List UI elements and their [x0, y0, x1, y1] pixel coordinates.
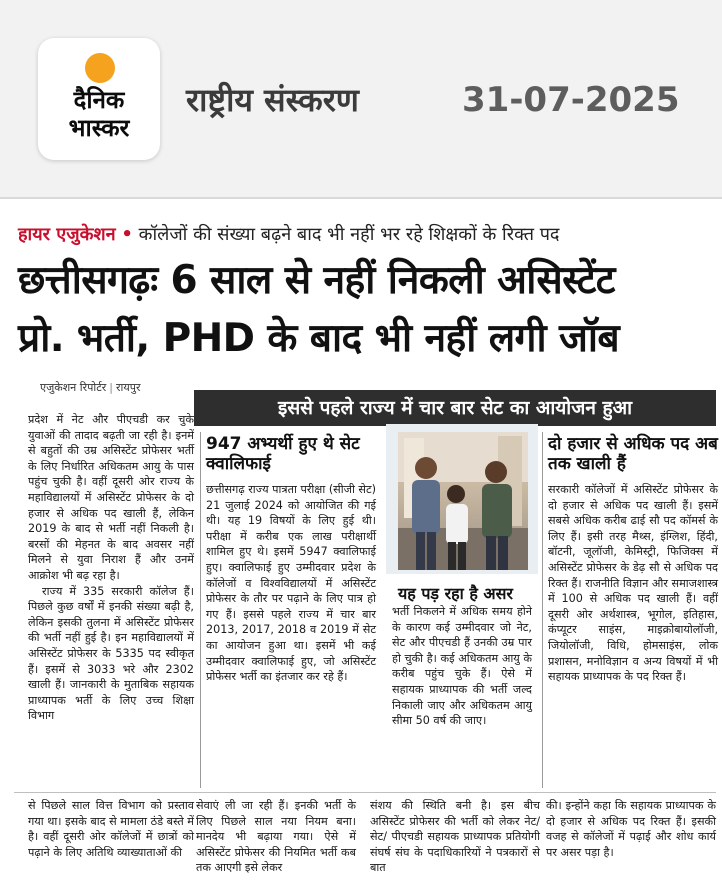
edition-date: 31-07-2025: [462, 80, 680, 120]
headline-line1: छत्तीसगढ़ः 6 साल से नहीं निकली असिस्टेंट: [18, 258, 615, 303]
bottom-column-3: संशय की स्थिति बनी है। इस बीच असिस्टेंट प्रोफेसर की भर्ती को लेकर नेट/सेट/ पीएचडी सहायक प्राध्यापक प्रतियोगी संघर्ष संघ के पदाधिकारियों ने पत्रकारों से बात: [370, 799, 540, 875]
bottom-divider: [14, 792, 716, 793]
kicker-bullet: •: [121, 224, 133, 245]
newspaper-clipping: [14, 210, 716, 891]
section-banner: इससे पहले राज्य में चार बार सेट का आयोजन हुआ: [194, 390, 716, 426]
bottom-column-1: से पिछले साल वित्त विभाग को प्रस्ताव गया था। इसके बाद से मामला ठंडे बस्ते में है। वहीं दूसरी ओर कॉलेजों में छात्रों को पढ़ाने के लिए अतिथि व्याख्याताओं की: [28, 799, 194, 859]
logo-sun-icon: [85, 53, 115, 83]
bottom-column-4: की। इन्होंने कहा कि सहायक प्राध्यापक के दो हजार से अधिक पद रिक्त हैं। इसकी वजह से कॉलेजों में पढ़ाई और शोध कार्य पर असर पड़ा है।: [546, 799, 716, 859]
col3-body: भर्ती निकलने में अधिक समय होने के कारण कई उम्मीदवार जो नेट, सेट और पीएचडी हैं उनकी उम्र पार हो चुकी है। कई अधिकतम आयु के करीब पहुंच चुके हैं। ऐसे में सहायक प्राध्यापक की भर्ती जल्द निकाली जाए और अधिकतम आयु सीमा 50 वर्ष की जाए।: [392, 605, 532, 728]
col2-subheading: 947 अभ्यर्थी हुए थे सेट क्वालिफाई: [206, 434, 360, 474]
header-band: [0, 0, 722, 198]
students-illustration: [398, 432, 528, 570]
col4-subheading: दो हजार से अधिक पद अब तक खाली हैं: [548, 434, 718, 474]
column-divider: [200, 432, 201, 788]
byline-place: रायपुर: [115, 381, 141, 394]
logo-line1: दैनिक: [73, 86, 125, 114]
kicker-text: कॉलेजों की संख्या बढ़ने बाद भी नहीं भर रहे शिक्षकों के रिक्त पद: [138, 224, 560, 245]
logo-line2: भास्कर: [68, 114, 130, 142]
headline-line2: प्रो. भर्ती, PHD के बाद भी नहीं लगी जॉब: [18, 316, 620, 361]
col4-body: सरकारी कॉलेजों में असिस्टेंट प्रोफेसर के दो हजार से अधिक पद खाली हैं। इसमें सबसे अधिक करीब ढाई सौ पद कॉमर्स के लिए हैं। इसी तरह मैथ्स, इंग्लिश, हिंदी, बॉटनी, जूलॉजी, केमिस्ट्री, फिजिक्स में असिस्टेंट प्रोफेसर के डेढ़ सौ से अधिक पद रिक्त हैं। राजनीति विज्ञान और समाजशास्त्र में 100 से अधिक पद खाली हैं। वहीं दूसरी ओर अर्थशास्त्र, भूगोल, इतिहास, कंप्यूटर साइंस, माइक्रोबायोलॉजी, जियोलॉजी, विधि, होमसाइंस, लोक प्रशासन, मनोविज्ञान व अन्य विषयों में भी सहायक प्राध्यापक के पद रिक्त हैं।: [548, 483, 718, 684]
col3-subheading: यह पड़ रहा है असर: [398, 584, 513, 603]
column-divider: [542, 432, 543, 788]
col1-paragraph-2: राज्य में 335 सरकारी कॉलेज हैं। पिछले कुछ वर्षों में इनकी संख्या बढ़ी है, लेकिन इसकी तुलना में असिस्टेंट प्रोफेसर की भर्ती नहीं हुई है। इन महाविद्यालयों में असिस्टेंट प्रोफेसर के 5335 पद स्वीकृत हैं। इसमें से 3033 भरे और 2302 खाली हैं। जानकारी के मुताबिक सहायक प्राध्यापक भर्ती के लिए उच्च शिक्षा विभाग: [28, 584, 194, 723]
column-1: [28, 412, 194, 724]
byline-reporter: एजुकेशन रिपोर्टर: [40, 381, 107, 394]
dainik-bhaskar-logo: [38, 38, 160, 160]
col2-body: छत्तीसगढ़ राज्य पात्रता परीक्षा (सीजी सेट) 21 जुलाई 2024 को आयोजित की गई थी। यह 19 विषयों के लिए हुई थी। परीक्षा में करीब एक लाख परीक्षार्थी शामिल हुए थे। इसमें 5947 क्वालिफाई हुए। क्वालिफाई हुए उम्मीदवार प्रदेश के कॉलेजों व विश्वविद्यालयों में असिस्टेंट प्रोफेसर के तौर पर पढ़ाने के लिए पात्र हो गए हैं। इससे पहले राज्य में चार बार 2013, 2017, 2018 व 2019 में सेट का आयोजन हुआ था। इसमें भी कई उम्मीदवार क्वालिफाई हुए, जो असिस्टेंट प्रोफेसर भर्ती का इंतजार कर रहे हैं।: [206, 483, 376, 684]
column-4: [548, 434, 718, 685]
edition-title: राष्ट्रीय संस्करण: [186, 81, 359, 119]
students-photo: [398, 432, 528, 570]
bottom-column-2: सेवाएं ली जा रही हैं। इनकी भर्ती के लिए पिछले साल नया नियम बना। मानदेय भी बढ़ाया गया। ऐसे में असिस्टेंट प्रोफेसर की नियमित भर्ती कब तक आएगी इसे लेकर: [196, 799, 356, 875]
column-2: [206, 434, 376, 685]
kicker: [18, 224, 560, 246]
kicker-section: हायर एजुकेशन: [18, 224, 116, 245]
byline-separator: |: [109, 381, 113, 394]
byline: [40, 380, 140, 395]
col1-paragraph-1: प्रदेश में नेट और पीएचडी कर चुके युवाओं की तादाद बढ़ती जा रही है। इनमें से बहुतों की उम्र असिस्टेंट प्रोफेसर भर्ती के लिए निर्धारित अधिकतम आयु के पास पहुंच चुकी है। वहीं दूसरी ओर राज्य के महाविद्यालयों में असिस्टेंट प्रोफेसर के दो हजार से अधिक पद खाली हैं, लेकिन 2019 के बाद से भर्ती नहीं निकली है। बरसों की मेहनत के बाद अवसर नहीं मिलने से युवा निराश हैं और उनमें आक्रोश भी बढ़ रहा है।: [28, 413, 194, 582]
header-divider: [0, 197, 722, 199]
